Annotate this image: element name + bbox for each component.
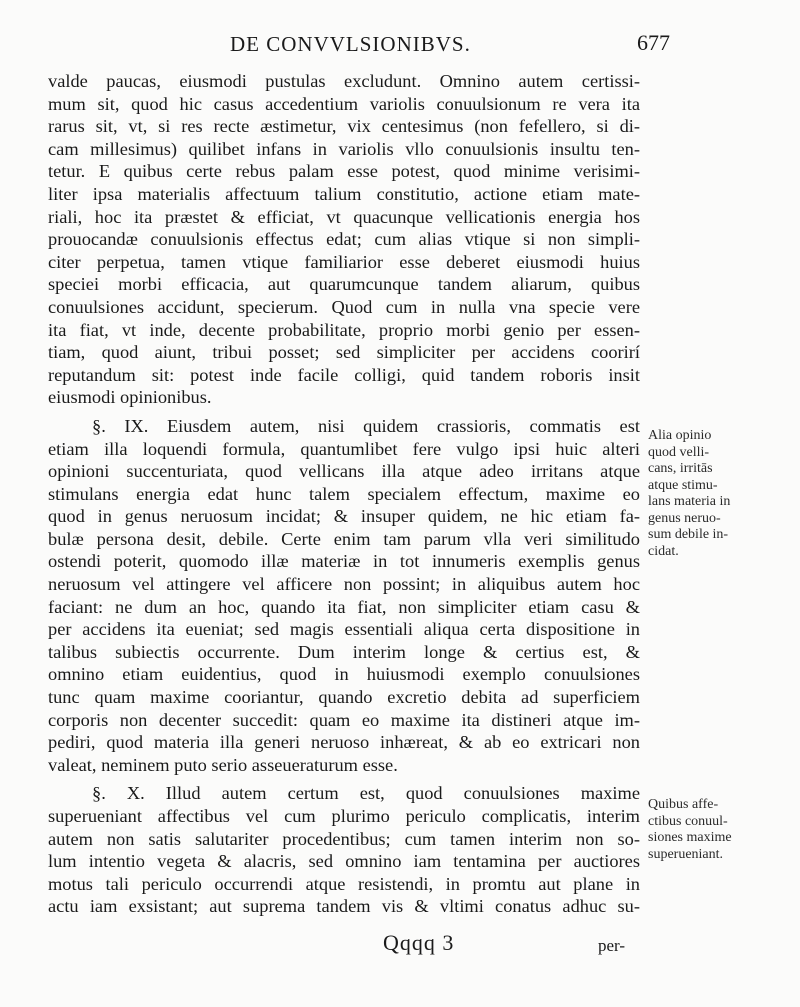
text-line: actu iam exsistant; aut suprema tandem vis & vltimi conatus adhuc su-	[48, 896, 640, 917]
text-line: motus tali periculo occurrendi atque resistendi, in promtu aut plane in	[48, 873, 640, 894]
running-title: DE CONVVLSIONIBVS.	[230, 32, 471, 56]
text-line: lum intentio vegeta & alacris, sed omnino iam tentamina per auctiores	[48, 851, 640, 872]
text-line: autem non satis salutariter procedentibus; cum tamen interim non so-	[48, 828, 640, 849]
margin-note-line: atque stimu-	[648, 477, 718, 493]
text-line: ostendi poterit, quomodo illæ materiæ in tot innumeris exemplis genus	[48, 551, 640, 572]
text-line: stimulans energia edat hunc talem specialem effectum, maxime eo	[48, 483, 640, 504]
text-line: superueniant affectibus vel cum plurimo periculo complicatis, interim	[48, 806, 640, 826]
text-line: liter ipsa materialis affectuum talium constitutio, actione etiam mate-	[48, 183, 640, 204]
section-ix-heading-line: §. IX. Eiusdem autem, nisi quidem crassioris, commatis est	[92, 415, 640, 436]
text-line: bulæ persona desit, debile. Certe enim tam parum vlla veri similitudo	[48, 528, 640, 549]
text-line: valeat, neminem puto serio asseueraturum esse.	[48, 754, 398, 775]
text-line: prouocandæ conuulsionis effectus edat; cum alias vtique si non simpli-	[48, 229, 640, 250]
text-line: citer perpetua, tamen vtique familiarior esse deberet eiusmodi huius	[48, 251, 640, 272]
body-text	[48, 70, 640, 918]
page-footer	[0, 930, 800, 960]
margin-note-line: siones maxime	[648, 830, 732, 845]
margin-note-line: cans, irritās	[648, 461, 713, 476]
text-line: opinioni succenturiata, quod vellicans illa atque adeo irritans atque	[48, 461, 640, 482]
marginal-note-ix	[648, 428, 768, 560]
text-line: quod in genus neruosum incidat; & insuper quidem, ne hic etiam fa-	[48, 506, 640, 527]
text-line: mum sit, quod hic casus accedentium variolis conuulsionum re vera ita	[48, 93, 640, 114]
text-line: faciant: ne dum an hoc, quando ita fiat, non simpliciter etiam casu &	[48, 596, 640, 617]
text-line: rarus sit, vt, si res recte æstimetur, vix centesimus (non fefellero, si di-	[48, 116, 640, 137]
text-line: tunc quam maxime cooriantur, quando excretio debita ad superficiem	[48, 687, 640, 708]
margin-note-line: superueniant.	[648, 846, 724, 862]
page-number: 677	[637, 30, 670, 55]
text-line: reputandum sit: potest inde facile colligi, quid tandem roboris insit	[48, 364, 640, 385]
text-line: ita fiat, vt inde, decente probabilitate, proprio morbi genio per essen-	[48, 319, 640, 340]
text-line: cam millesimus) quilibet infans in variolis vllo conuulsionis insultu ten-	[48, 138, 640, 159]
text-line: pediri, quod materia illa generi neruoso inhæreat, & ab eo extricari non	[48, 732, 640, 753]
text-line: etiam illa loquendi formula, quantumlibet fere vulgo ipsi huic alteri	[48, 438, 640, 459]
text-line: per accidens ita eueniat; sed magis essentiali aliqua certa dispositione in	[48, 619, 640, 640]
marginal-note-x	[648, 797, 768, 863]
margin-note-line: sum debile in-	[648, 527, 729, 542]
text-line: omnino etiam euidentius, quod in huiusmodi exemplo conuulsiones	[48, 664, 640, 685]
text-line: eiusmodi opinionibus.	[48, 387, 212, 408]
text-line: tetur. E quibus certe rebus palam esse potest, quod minime verisimi-	[48, 161, 640, 182]
text-line: corporis non decenter succedit: quam eo maxime ita distineri atque im-	[48, 709, 640, 730]
margin-note-line: cidat.	[648, 543, 679, 559]
signature-mark: Qqqq 3	[383, 930, 455, 955]
catchword: per-	[598, 936, 626, 955]
text-line: tiam, quod aiunt, tribui posset; sed simpliciter per accidens coorirí	[48, 342, 640, 363]
text-line: talibus subiectis occurrente. Dum interim longe & certius est, &	[48, 641, 640, 662]
section-x-heading-line: §. X. Illud autem certum est, quod conuulsiones maxime	[92, 783, 640, 804]
margin-note-line: genus neruo-	[648, 510, 721, 526]
running-header	[60, 30, 670, 58]
text-line: valde paucas, eiusmodi pustulas excludunt. Omnino autem certissi-	[48, 71, 640, 91]
margin-note-line: Alia opinio	[648, 428, 712, 443]
text-line: riali, hoc ita præstet & efficiat, vt quacunque vellicationis energia hos	[48, 206, 640, 227]
text-line: conuulsiones accidunt, specierum. Quod cum in nulla vna specie vere	[48, 296, 640, 317]
margin-note-line: Quibus affe-	[648, 797, 719, 812]
margin-note-line: lans materia in	[648, 494, 731, 509]
margin-note-line: quod velli-	[648, 444, 710, 460]
text-line: neruosum vel attingere vel afficere non possint; in aliquibus autem hoc	[48, 574, 640, 595]
text-line: speciei morbi efficacia, aut quarumcunque tandem aliarum, quibus	[48, 274, 640, 295]
margin-note-line: ctibus conuul-	[648, 813, 728, 829]
